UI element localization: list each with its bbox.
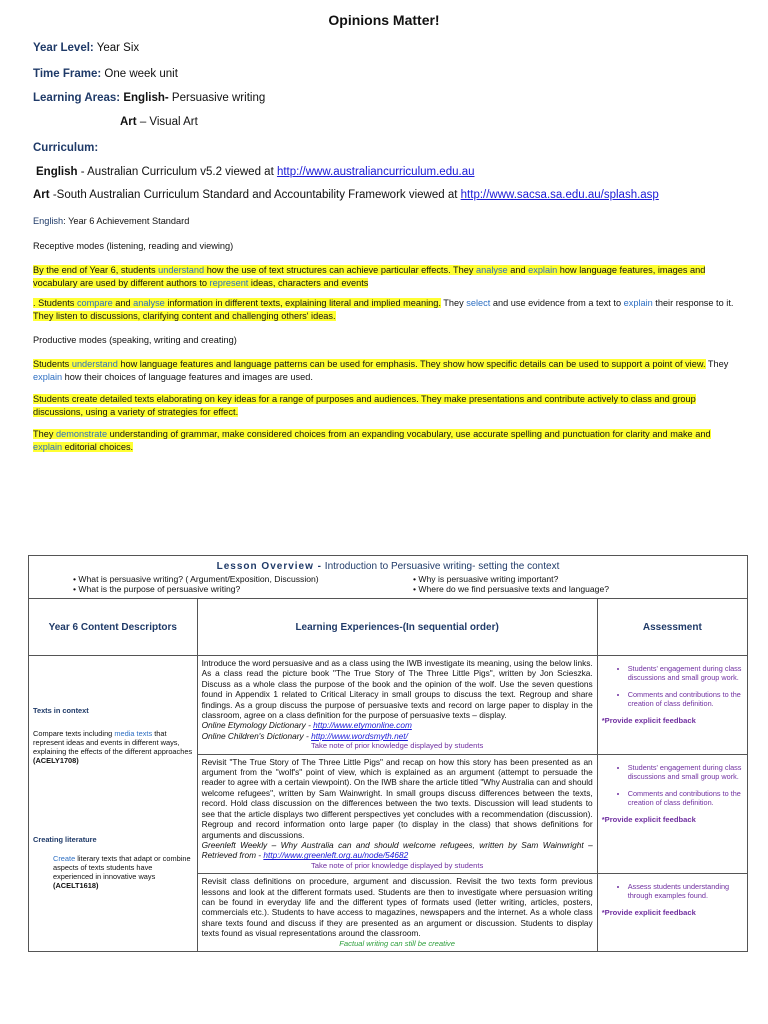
question-item: • Where do we find persuasive texts and language? bbox=[413, 584, 743, 594]
paragraph-receptive-2: . Students compare and analyse information in different texts, explaining literal and implied meaning. They select and use evidence from a text to explain their response to it. They listen to discussions, clarifying content and challenging others' ideas. bbox=[33, 298, 734, 321]
question-item: • What is the purpose of persuasive writing? bbox=[73, 584, 403, 594]
descriptor-text: Create literary texts that adapt or combine aspects of texts students have experienced in innovative ways (ACELT1618) bbox=[53, 854, 191, 890]
receptive-modes-heading: Receptive modes (listening, reading and viewing) bbox=[33, 241, 234, 251]
assessment-item: • Comments and contributions to the creation of class definition. bbox=[628, 789, 743, 807]
assessment-item: • Comments and contributions to the creation of class definition. bbox=[628, 690, 743, 708]
greenleft-link[interactable]: http://www.greenleft.org.au/node/54682 bbox=[263, 850, 409, 861]
descriptor-heading: Texts in context bbox=[33, 706, 89, 715]
question-item: • What is persuasive writing? ( Argument/Exposition, Discussion) bbox=[73, 574, 403, 584]
sacsa-link[interactable]: http://www.sacsa.sa.edu.au/splash.asp bbox=[460, 189, 659, 201]
assessment-cell-2 bbox=[597, 754, 747, 873]
assessment-cell-3 bbox=[597, 874, 747, 952]
time-frame: Time Frame: One week unit bbox=[33, 68, 178, 80]
table-row bbox=[29, 656, 748, 755]
curriculum-heading: Curriculum: bbox=[33, 142, 99, 154]
lesson-overview-title: Lesson Overview - Introduction to Persuasive writing- setting the context bbox=[216, 561, 560, 572]
learning-experience-2: Revisit "The True Story of The Three Little Pigs" and recap on how this story has been presented as an argument from the "wolf's" point of view, which is explained as an argument (attempt to persuade the reader to agree with a certain viewpoint). On the IWB share the article titled "Why Australia can and should welcome refugees", written by Sam Wainwright. In small groups discuss differences between the texts, record. Hold class discussion on the differences between the two texts. Discussion will lead students to see that the article displays two different perspectives yet concludes with a recommendation (discussion). Regroup and record information onto large paper (to display in the class) that shows definitions for arguments and discussions. Greenleft Weekly – Why Australia can and should welcome refugees, written by Sam Wainwright – Retrieved from - http://www.greenleft.org.au/node/54682 Take note of prior knowledge displayed by students bbox=[197, 754, 597, 873]
descriptor-text: Compare texts including media texts that represent ideas and events in different ways, explaining the effects of the different approaches (ACELY1708) bbox=[33, 729, 193, 765]
feedback-note: *Provide explicit feedback bbox=[601, 716, 696, 725]
column-header-experiences: Learning Experiences-(In sequential order) bbox=[197, 599, 597, 656]
prior-knowledge-note: Take note of prior knowledge displayed by students bbox=[311, 860, 484, 870]
content-descriptors-cell bbox=[29, 656, 198, 952]
learning-areas: Learning Areas: English- Persuasive writing bbox=[33, 92, 266, 104]
paragraph-productive-3: They demonstrate understanding of grammar, make considered choices from an expanding vocabulary, use accurate spelling and punctuation for clarity and make and explain editorial choices. bbox=[33, 429, 711, 452]
lesson-table bbox=[28, 555, 748, 952]
year-level: Year Level: Year Six bbox=[33, 42, 140, 54]
australian-curriculum-link[interactable]: http://www.australiancurriculum.edu.au bbox=[276, 166, 475, 178]
descriptor-heading: Creating literature bbox=[33, 835, 97, 844]
assessment-cell-1 bbox=[597, 656, 747, 755]
curriculum-english: English - Australian Curriculum v5.2 viewed at http://www.australiancurriculum.edu.au bbox=[36, 166, 475, 178]
paragraph-receptive-1: By the end of Year 6, students understand how the use of text structures can achieve particular effects. They analyse and explain how language features, images and vocabulary are used by different authors to represent ideas, characters and events bbox=[33, 265, 706, 288]
paragraph-productive-1: Students understand how language features and language patterns can be used for emphasis. They show how specific details can be used to support a point of view. They explain how their choices of language features and images are used. bbox=[33, 359, 729, 382]
assessment-item: • Assess students understanding through examples found. bbox=[628, 882, 743, 900]
paragraph-productive-2: Students create detailed texts elaborating on key ideas for a range of purposes and audiences. They make presentations and contribute actively to class and group discussions, using a variety of strategies for effect. bbox=[33, 394, 696, 417]
learning-experience-3: Revisit class definitions on procedure, argument and discussion. Revisit the two texts form previous lessons and look at the different formats used. Students are then to investigate where persuasion writing can be found in everyday life and the different types of formats used (letter writing, articles, posters, commercials etc.). Students to have access to magazines, newspapers and the internet. As a whole class share texts found and discuss if they are presented as an argument or discussion. Students to display texts found as visual representations around the classroom. Factual writing can still be creative bbox=[197, 874, 597, 952]
column-header-row bbox=[29, 599, 748, 656]
feedback-note: *Provide explicit feedback bbox=[601, 908, 696, 918]
column-header-assessment: Assessment bbox=[597, 599, 747, 656]
document-title: Opinions Matter! bbox=[328, 12, 440, 28]
question-item: • Why is persuasive writing important? bbox=[413, 574, 743, 584]
assessment-item: • Students' engagement during class discussions and small group work. bbox=[628, 763, 743, 781]
assessment-item: • Students' engagement during class discussions and small group work. bbox=[628, 664, 743, 682]
productive-modes-heading: Productive modes (speaking, writing and creating) bbox=[33, 335, 237, 345]
wordsmyth-link[interactable]: http://www.wordsmyth.net/ bbox=[311, 730, 408, 741]
achievement-standard-heading: English: Year 6 Achievement Standard bbox=[33, 216, 190, 226]
column-header-descriptors: Year 6 Content Descriptors bbox=[29, 599, 198, 656]
learning-area-art: Art – Visual Art bbox=[120, 116, 198, 128]
lesson-overview-row bbox=[29, 556, 748, 599]
learning-experience-1: Introduce the word persuasive and as a class using the IWB investigate its meaning, using the below links. As a class read the picture book "The True Story of The Three Little Pigs", written by Jon Scieszka. Discuss as a whole class the purpose of the book and the opinion of the wolf. Use the seven questions found in Appendix 1 related to Critical Literacy in small groups to discuss the text. Regroup and share findings. As a group discuss the purpose of persuasive texts and record on large paper to display in the classroom, agree on a class definition for the purpose of persuasive texts – display. Online Etymology Dictionary - http://www.etymonline.com Online Children's Dictionary - http://www.wordsmyth.net/ Take note of prior knowledge displayed by students bbox=[197, 656, 597, 755]
overview-questions bbox=[33, 572, 743, 596]
etymonline-link[interactable]: http://www.etymonline.com bbox=[313, 720, 412, 731]
feedback-note: *Provide explicit feedback bbox=[601, 814, 696, 824]
factual-writing-note: Factual writing can still be creative bbox=[339, 938, 455, 948]
prior-knowledge-note: Take note of prior knowledge displayed by students bbox=[311, 741, 484, 751]
curriculum-art: Art -South Australian Curriculum Standard and Accountability Framework viewed at http://www.sacsa.sa.edu.au/splash.asp bbox=[33, 189, 659, 201]
